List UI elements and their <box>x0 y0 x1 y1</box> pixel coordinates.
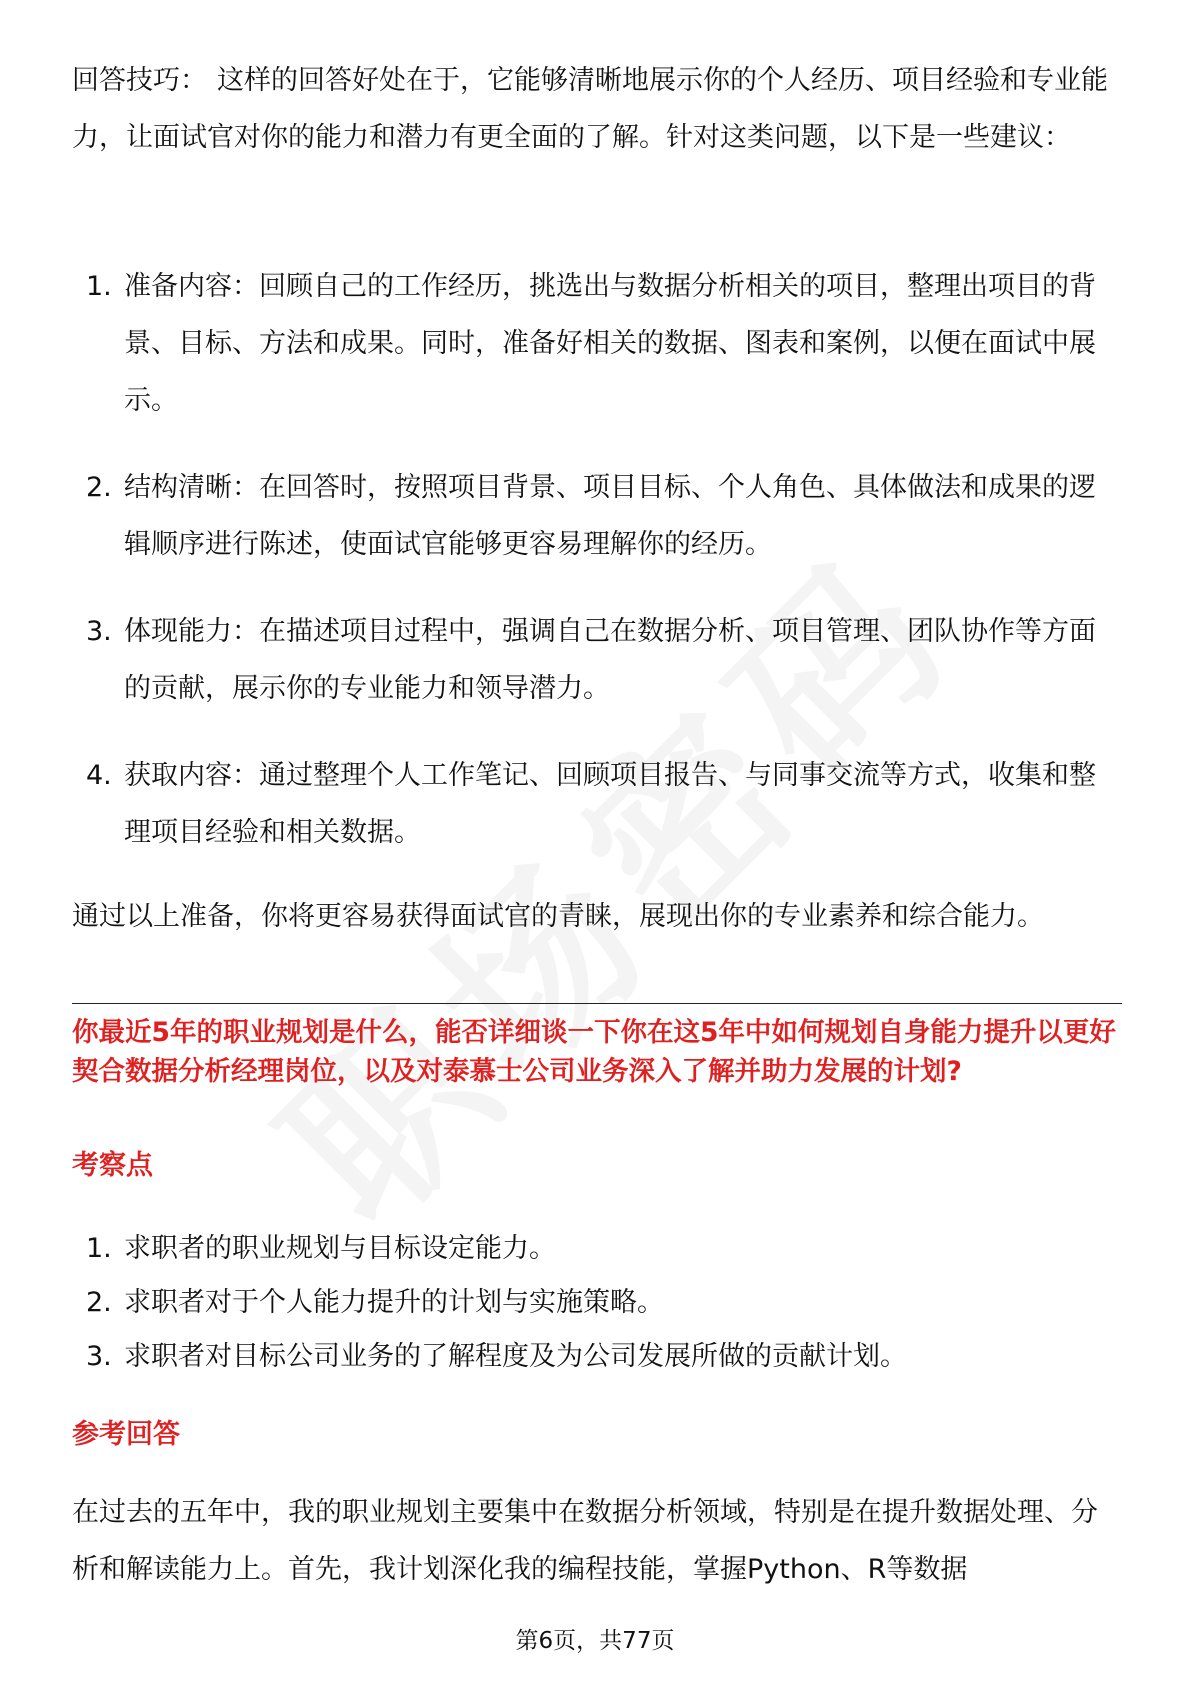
list-item-text: 体现能力：在描述项目过程中，强调自己在数据分析、项目管理、团队协作等方面的贡献，展示你的专业能力和领导潜力。 <box>124 616 1096 704</box>
list-item <box>72 603 1122 717</box>
list-item <box>72 1222 1122 1276</box>
intro-paragraph <box>72 52 1122 166</box>
list-item <box>72 747 1122 861</box>
list-item <box>72 1276 1122 1330</box>
section-title-answer: 参考回答 <box>72 1419 180 1450</box>
list-number: 1. <box>86 271 112 302</box>
section-title-points: 考察点 <box>72 1150 153 1181</box>
list-item-text: 结构清晰：在回答时，按照项目背景、项目目标、个人角色、具体做法和成果的逻辑顺序进行陈述，使面试官能够更容易理解你的经历。 <box>124 472 1096 560</box>
points-list <box>72 1222 1122 1384</box>
list-item-text: 准备内容：回顾自己的工作经历，挑选出与数据分析相关的项目，整理出项目的背景、目标、方法和成果。同时，准备好相关的数据、图表和案例，以便在面试中展示。 <box>124 271 1096 416</box>
list-number: 4. <box>86 760 112 791</box>
list-item-text: 求职者的职业规划与目标设定能力。 <box>124 1233 556 1264</box>
list-number: 1. <box>86 1233 112 1264</box>
list-item-text: 求职者对于个人能力提升的计划与实施策略。 <box>124 1287 664 1318</box>
tips-list <box>72 258 1122 891</box>
intro-lead: 回答技巧： <box>72 65 207 96</box>
list-number: 3. <box>86 1341 112 1372</box>
list-item-text: 求职者对目标公司业务的了解程度及为公司发展所做的贡献计划。 <box>124 1341 907 1372</box>
list-item <box>72 258 1122 429</box>
closing-paragraph: 通过以上准备，你将更容易获得面试官的青睐，展现出你的专业素养和综合能力。 <box>72 901 1044 932</box>
list-number: 2. <box>86 472 112 503</box>
section-divider <box>72 1003 1122 1004</box>
list-number: 2. <box>86 1287 112 1318</box>
list-item-text: 获取内容：通过整理个人工作笔记、回顾项目报告、与同事交流等方式，收集和整理项目经验和相关数据。 <box>124 760 1096 848</box>
list-item <box>72 459 1122 573</box>
answer-paragraph: 在过去的五年中，我的职业规划主要集中在数据分析领域，特别是在提升数据处理、分析和解读能力上。首先，我计划深化我的编程技能，掌握Python、R等数据 <box>72 1497 1098 1585</box>
list-item <box>72 1330 1122 1384</box>
intro-text: 这样的回答好处在于，它能够清晰地展示你的个人经历、项目经验和专业能力，让面试官对你的能力和潜力有更全面的了解。针对这类问题，以下是一些建议： <box>72 65 1108 153</box>
question-heading: 你最近5年的职业规划是什么，能否详细谈一下你在这5年中如何规划自身能力提升以更好契合数据分析经理岗位，以及对泰慕士公司业务深入了解并助力发展的计划? <box>72 1017 1116 1087</box>
page-footer: 第6页，共77页 <box>515 1628 675 1654</box>
list-number: 3. <box>86 616 112 647</box>
